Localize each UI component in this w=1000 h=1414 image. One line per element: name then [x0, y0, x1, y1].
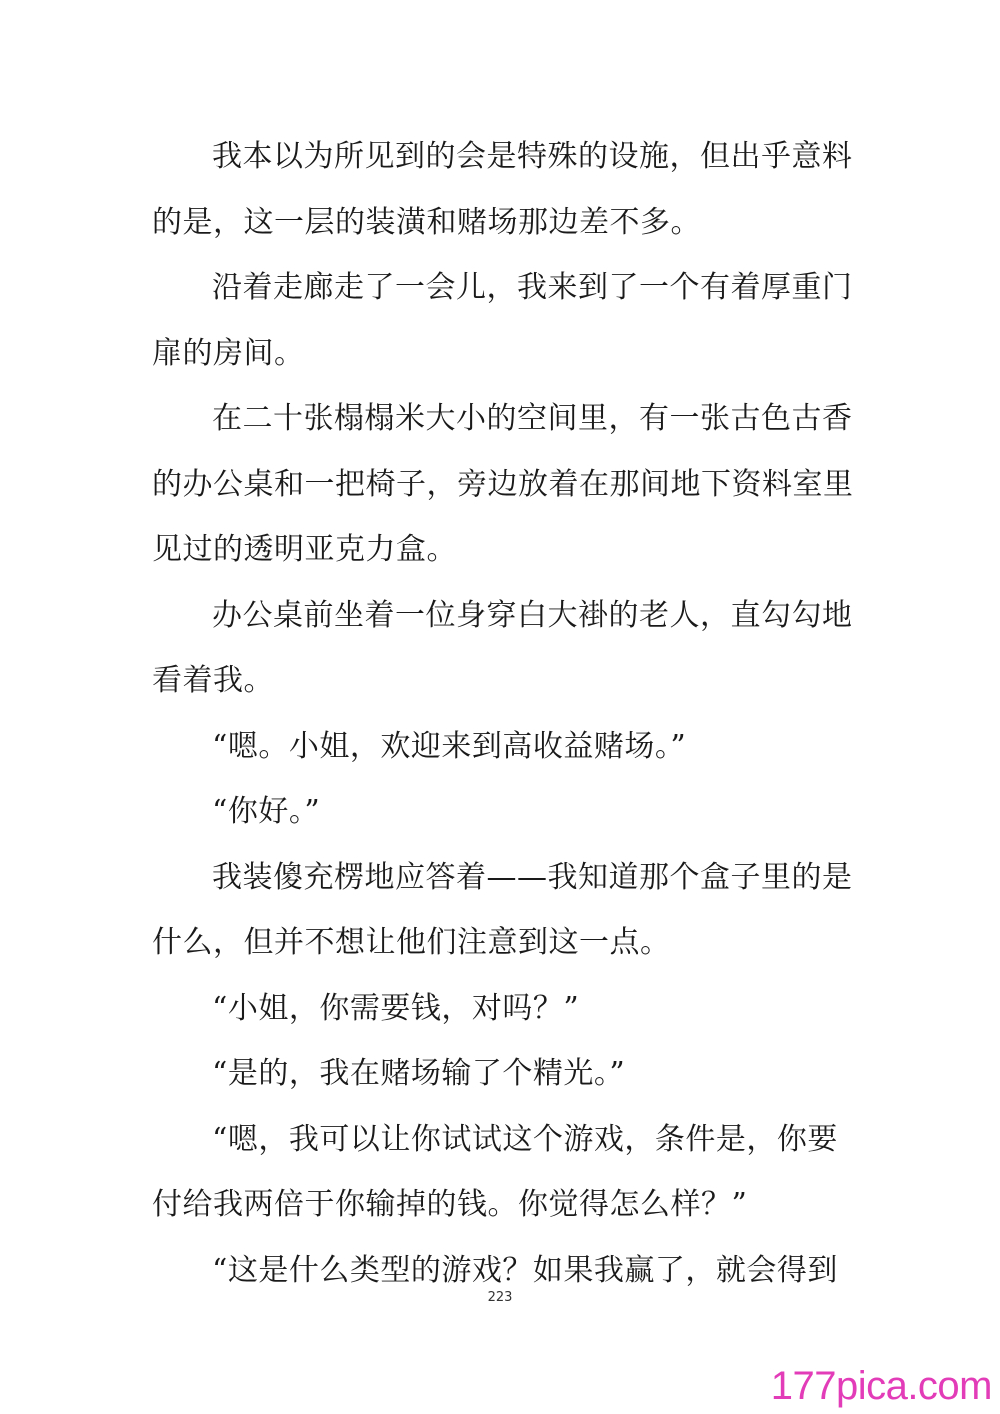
text-line: 见过的透明亚克力盒。 [152, 532, 457, 567]
text-line: 的办公桌和一把椅子，旁边放着在那间地下资料室里 [152, 466, 854, 502]
text-line: “嗯，我可以让你试试这个游戏，条件是，你要 [212, 1121, 838, 1157]
text-line: 我本以为所见到的会是特殊的设施，但出乎意料 [212, 139, 853, 174]
text-line: “你好。” [212, 794, 321, 829]
text-line: 办公桌前坐着一位身穿白大褂的老人，直勾勾地 [212, 597, 853, 633]
text-line: 看着我。 [152, 663, 274, 698]
text-line: “嗯。小姐，欢迎来到高收益赌场。” [212, 728, 687, 764]
text-line: “是的，我在赌场输了个精光。” [212, 1056, 626, 1091]
body-text [152, 124, 852, 1303]
text-line: 我装傻充楞地应答着——我知道那个盒子里的是 [212, 859, 853, 895]
watermark-text: 177pica.com [770, 1364, 992, 1408]
text-line: 扉的房间。 [152, 335, 305, 371]
text-line: 的是，这一层的装潢和赌场那边差不多。 [152, 204, 701, 240]
text-line: 沿着走廊走了一会儿，我来到了一个有着厚重门 [212, 270, 853, 305]
text-line: “这是什么类型的游戏？如果我赢了，就会得到 [212, 1252, 838, 1288]
text-line: 在二十张榻榻米大小的空间里，有一张古色古香 [212, 401, 853, 436]
text-line: 什么，但并不想让他们注意到这一点。 [152, 925, 671, 960]
text-line: 付给我两倍于你输掉的钱。你觉得怎么样？” [152, 1187, 748, 1222]
page-number: 223 [487, 1290, 513, 1305]
text-line: “小姐，你需要钱，对吗？” [212, 990, 580, 1026]
